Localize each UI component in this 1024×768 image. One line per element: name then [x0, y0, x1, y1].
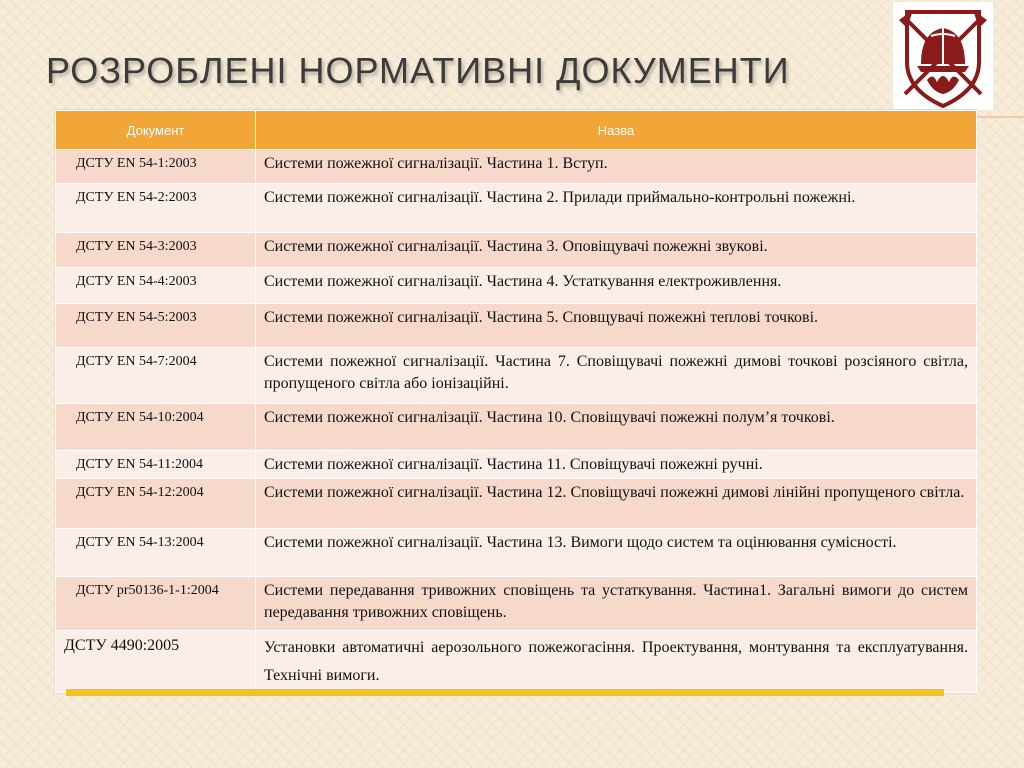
document-name: Системи пожежної сигналізації. Частина 11. Сповіщувачі пожежні ручні.	[256, 451, 977, 479]
document-code: ДСТУ EN 54-11:2004	[56, 451, 256, 479]
table-row	[56, 184, 977, 233]
document-name: Системи пожежної сигналізації. Частина 1. Вступ.	[256, 150, 977, 184]
table-row	[56, 348, 977, 404]
document-code: ДСТУ 4490:2005	[56, 631, 256, 693]
table-row	[56, 479, 977, 529]
document-code: ДСТУ EN 54-10:2004	[56, 404, 256, 451]
table-row	[56, 233, 977, 268]
document-code: ДСТУ EN 54-7:2004	[56, 348, 256, 404]
document-code: ДСТУ pr50136-1-1:2004	[56, 577, 256, 631]
documents-table	[55, 110, 976, 693]
document-name: Системи пожежної сигналізації. Частина 2. Прилади приймально-контрольні пожежні.	[256, 184, 977, 233]
document-code: ДСТУ EN 54-1:2003	[56, 150, 256, 184]
document-name: Системи пожежної сигналізації. Частина 13. Вимоги щодо систем та оцінювання сумісності.	[256, 529, 977, 577]
document-name: Системи пожежної сигналізації. Частина 7. Сповіщувачі пожежні димові точкові розсіяного світла, пропущеного світла або іонізаційні.	[256, 348, 977, 404]
table-row	[56, 150, 977, 184]
table-row	[56, 529, 977, 577]
table-row	[56, 631, 977, 693]
document-name: Системи пожежної сигналізації. Частина 4. Устаткування електроживлення.	[256, 268, 977, 304]
table-row	[56, 404, 977, 451]
column-header-document: Документ	[56, 111, 256, 150]
document-name: Системи пожежної сигналізації. Частина 5. Сповщувачі пожежні теплові точкові.	[256, 304, 977, 348]
document-name: Системи пожежної сигналізації. Частина 12. Сповіщувачі пожежні димові лінійні пропущеного світла.	[256, 479, 977, 529]
document-code: ДСТУ EN 54-5:2003	[56, 304, 256, 348]
table-row	[56, 577, 977, 631]
column-header-name: Назва	[256, 111, 977, 150]
document-code: ДСТУ EN 54-12:2004	[56, 479, 256, 529]
table-header-row	[56, 111, 977, 150]
document-code: ДСТУ EN 54-2:2003	[56, 184, 256, 233]
document-code: ДСТУ EN 54-3:2003	[56, 233, 256, 268]
document-name: Системи пожежної сигналізації. Частина 3. Оповіщувачі пожежні звукові.	[256, 233, 977, 268]
document-name: Системи пожежної сигналізації. Частина 10. Сповіщувачі пожежні полум’я точкові.	[256, 404, 977, 451]
document-name: Установки автоматичні аерозольного пожежогасіння. Проектування, монтування та експлуатування. Технічні вимоги.	[256, 631, 977, 693]
table-row	[56, 268, 977, 304]
table-row	[56, 304, 977, 348]
emblem-graphic	[893, 2, 993, 110]
document-code: ДСТУ EN 54-13:2004	[56, 529, 256, 577]
table-row	[56, 451, 977, 479]
firefighter-helmet-emblem-icon	[893, 2, 993, 110]
accent-bar	[66, 689, 944, 696]
document-code: ДСТУ EN 54-4:2003	[56, 268, 256, 304]
slide-title: РОЗРОБЛЕНІ НОРМАТИВНІ ДОКУМЕНТИ	[46, 50, 790, 91]
document-name: Системи передавання тривожних сповіщень та устаткування. Частина1. Загальні вимоги до систем передавання тривожних сповіщень.	[256, 577, 977, 631]
